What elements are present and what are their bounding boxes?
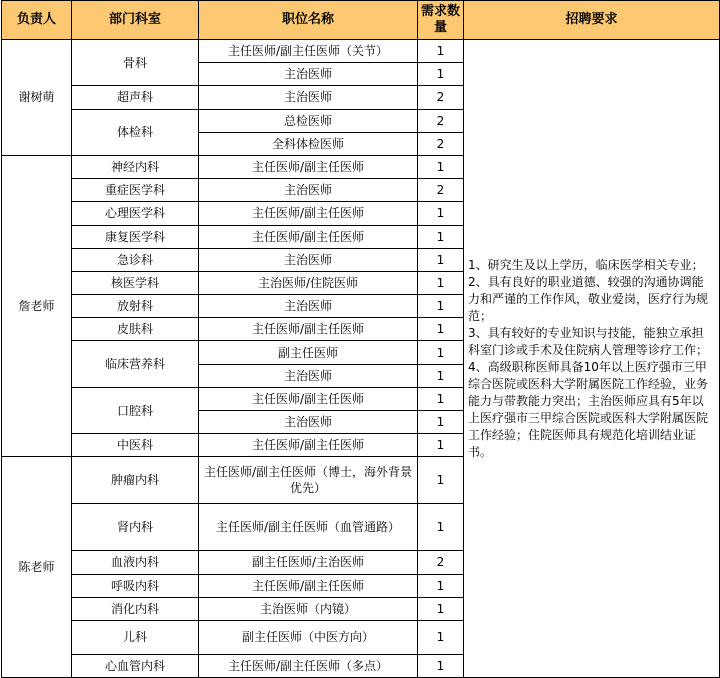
owner-cell: 陈老师 xyxy=(2,457,72,678)
header-position: 职位名称 xyxy=(199,1,418,40)
header-requirements: 招聘要求 xyxy=(464,1,720,40)
department-cell: 肿瘤内科 xyxy=(72,457,199,504)
quantity-cell: 1 xyxy=(418,654,464,677)
quantity-cell: 1 xyxy=(418,202,464,225)
position-cell: 主任医师/副主任医师（多点） xyxy=(199,654,418,677)
requirements-cell: 1、研究生及以上学历，临床医学相关专业； 2、具有良好的职业道德、较强的沟通协调能力和严谨的工作作风，敬业爱岗，医疗行为规范； 3、具有较好的专业知识与技能，能独立承担科室门诊或手术及住院病人管理等诊疗工作； 4、高级职称医师具备10年以上医疗强市三甲综合医院或医科大学附属医院工作经验，业务能力与带教能力突出；主治医师应具有5年以上医疗强市三甲综合医院或医科大学附属医院工作经验；住院医师具有规范化培训结业证书。 xyxy=(464,40,720,678)
header-owner: 负责人 xyxy=(2,1,72,40)
department-cell: 心理医学科 xyxy=(72,202,199,225)
position-cell: 主任医师/副主任医师（关节） xyxy=(199,40,418,63)
department-cell: 体检科 xyxy=(72,109,199,155)
quantity-cell: 1 xyxy=(418,457,464,504)
position-cell: 主任医师/副主任医师 xyxy=(199,225,418,248)
position-cell: 副主任医师 xyxy=(199,341,418,364)
recruitment-table xyxy=(1,0,720,678)
quantity-cell: 2 xyxy=(418,86,464,109)
department-cell: 呼吸内科 xyxy=(72,574,199,597)
position-cell: 主任医师/副主任医师（博士，海外背景优先） xyxy=(199,457,418,504)
quantity-cell: 2 xyxy=(418,551,464,574)
position-cell: 主任医师/副主任医师 xyxy=(199,387,418,410)
position-cell: 主治医师 xyxy=(199,63,418,86)
position-cell: 主治医师 xyxy=(199,86,418,109)
department-cell: 神经内科 xyxy=(72,155,199,178)
quantity-cell: 1 xyxy=(418,341,464,364)
quantity-cell: 1 xyxy=(418,318,464,341)
quantity-cell: 1 xyxy=(418,225,464,248)
owner-cell: 谢树萌 xyxy=(2,40,72,156)
position-cell: 主任医师/副主任医师（血管通路） xyxy=(199,504,418,551)
quantity-cell: 1 xyxy=(418,271,464,294)
department-cell: 儿科 xyxy=(72,620,199,654)
position-cell: 总检医师 xyxy=(199,109,418,132)
position-cell: 主任医师/副主任医师 xyxy=(199,434,418,457)
quantity-cell: 1 xyxy=(418,434,464,457)
department-cell: 口腔科 xyxy=(72,387,199,433)
position-cell: 主治医师 xyxy=(199,295,418,318)
department-cell: 康复医学科 xyxy=(72,225,199,248)
quantity-cell: 1 xyxy=(418,620,464,654)
department-cell: 临床营养科 xyxy=(72,341,199,387)
department-cell: 核医学科 xyxy=(72,271,199,294)
quantity-cell: 1 xyxy=(418,504,464,551)
department-cell: 超声科 xyxy=(72,86,199,109)
position-cell: 主任医师/副主任医师 xyxy=(199,202,418,225)
department-cell: 肾内科 xyxy=(72,504,199,551)
quantity-cell: 2 xyxy=(418,109,464,132)
quantity-cell: 2 xyxy=(418,179,464,202)
department-cell: 皮肤科 xyxy=(72,318,199,341)
department-cell: 血液内科 xyxy=(72,551,199,574)
position-cell: 主任医师/副主任医师 xyxy=(199,155,418,178)
quantity-cell: 1 xyxy=(418,387,464,410)
table-row xyxy=(2,40,720,63)
quantity-cell: 1 xyxy=(418,574,464,597)
department-cell: 心血管内科 xyxy=(72,654,199,677)
position-cell: 全科体检医师 xyxy=(199,132,418,155)
quantity-cell: 1 xyxy=(418,40,464,63)
quantity-cell: 1 xyxy=(418,295,464,318)
header-quantity: 需求数量 xyxy=(418,1,464,40)
department-cell: 急诊科 xyxy=(72,248,199,271)
position-cell: 副主任医师（中医方向） xyxy=(199,620,418,654)
position-cell: 主任医师/副主任医师 xyxy=(199,318,418,341)
quantity-cell: 1 xyxy=(418,248,464,271)
quantity-cell: 1 xyxy=(418,597,464,620)
department-cell: 消化内科 xyxy=(72,597,199,620)
header-row xyxy=(2,1,720,40)
position-cell: 主治医师 xyxy=(199,364,418,387)
department-cell: 中医科 xyxy=(72,434,199,457)
position-cell: 主任医师/副主任医师 xyxy=(199,574,418,597)
quantity-cell: 1 xyxy=(418,63,464,86)
position-cell: 主治医师/住院医师 xyxy=(199,271,418,294)
department-cell: 重症医学科 xyxy=(72,179,199,202)
position-cell: 副主任医师/主治医师 xyxy=(199,551,418,574)
header-department: 部门科室 xyxy=(72,1,199,40)
quantity-cell: 2 xyxy=(418,132,464,155)
table-body xyxy=(2,40,720,678)
quantity-cell: 1 xyxy=(418,364,464,387)
position-cell: 主治医师（内镜） xyxy=(199,597,418,620)
position-cell: 主治医师 xyxy=(199,179,418,202)
quantity-cell: 1 xyxy=(418,411,464,434)
department-cell: 放射科 xyxy=(72,295,199,318)
position-cell: 主治医师 xyxy=(199,248,418,271)
owner-cell: 詹老师 xyxy=(2,155,72,456)
position-cell: 主治医师 xyxy=(199,411,418,434)
quantity-cell: 1 xyxy=(418,155,464,178)
department-cell: 骨科 xyxy=(72,40,199,86)
